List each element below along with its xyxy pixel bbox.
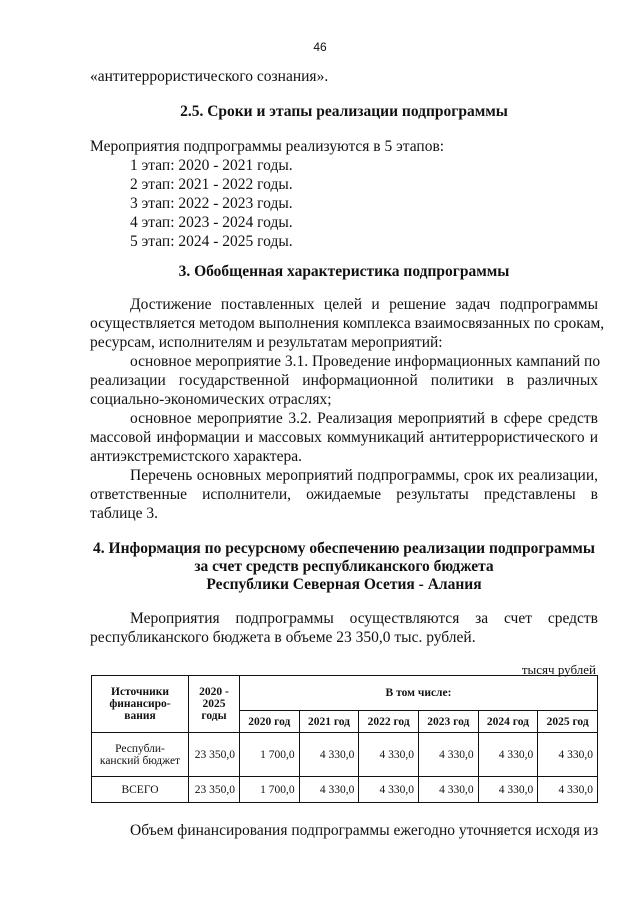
paragraph-line: таблице 3. <box>90 505 159 522</box>
row-value: 4 330,0 <box>299 733 359 777</box>
paragraph-line: реализации государственной информационной политики в различных <box>90 372 598 389</box>
paragraph-line: Перечень основных мероприятий подпрограммы, срок их реализации, <box>130 467 598 484</box>
stage-item: 5 этап: 2024 - 2025 годы. <box>130 233 293 250</box>
header-year: 2020 год <box>240 711 300 733</box>
row-value: 4 330,0 <box>418 733 478 777</box>
row-value: 4 330,0 <box>478 733 538 777</box>
row-value: 4 330,0 <box>538 733 598 777</box>
table-row <box>92 777 598 803</box>
stage-item: 2 этап: 2021 - 2022 годы. <box>130 176 293 193</box>
section-4-title-line: Республики Северная Осетия - Алания <box>206 576 482 593</box>
paragraph-line: ресурсам, исполнителям и результатам мероприятий: <box>90 334 443 351</box>
paragraph-line: основное мероприятие 3.2. Реализация мероприятий в сфере средств <box>130 410 598 427</box>
header-year: 2021 год <box>299 711 359 733</box>
paragraph-line: осуществляется методом выполнения комплекса взаимосвязанных по срокам, <box>90 315 605 332</box>
section-4-title-line: 4. Информация по ресурсному обеспечению реализации подпрограммы <box>93 540 595 557</box>
header-year: 2025 год <box>538 711 598 733</box>
paragraph-line: антиэкстремистского характера. <box>90 448 302 465</box>
header-including: В том числе: <box>240 676 598 711</box>
header-year: 2023 год <box>418 711 478 733</box>
header-year: 2022 год <box>359 711 419 733</box>
units-label: тысяч рублей <box>521 662 596 677</box>
section-4-title-line: за счет средств республиканского бюджета <box>194 558 494 575</box>
header-total: 2020 - 2025 годы <box>189 676 240 733</box>
paragraph-line: Мероприятия подпрограммы осуществляются за счет средств <box>130 610 598 627</box>
row-source: Республи- канский бюджет <box>92 733 189 777</box>
stage-item: 1 этап: 2020 - 2021 годы. <box>130 157 293 174</box>
stage-item: 4 этап: 2023 - 2024 годы. <box>130 214 293 231</box>
section-2-5-title: 2.5. Сроки и этапы реализации подпрограммы <box>180 103 508 120</box>
paragraph-line: массовой информации и массовых коммуникаций антитеррористического и <box>90 429 598 446</box>
financing-table <box>91 675 598 803</box>
header-year: 2024 год <box>478 711 538 733</box>
paragraph-line: Достижение поставленных целей и решение задач подпрограммы <box>130 296 598 313</box>
section-3-title: 3. Обобщенная характеристика подпрограммы <box>178 263 510 280</box>
row-total: 23 350,0 <box>189 733 240 777</box>
row-value: 4 330,0 <box>299 777 359 803</box>
intro-line: «антитеррористического сознания». <box>90 68 329 85</box>
row-value: 4 330,0 <box>359 733 419 777</box>
header-source: Источники финансиро- вания <box>92 676 189 733</box>
page-number: 46 <box>313 40 327 54</box>
row-source: ВСЕГО <box>92 777 189 803</box>
paragraph-line: социально-экономических отраслях; <box>90 391 332 408</box>
row-value: 4 330,0 <box>538 777 598 803</box>
table-row <box>92 733 598 777</box>
row-value: 1 700,0 <box>240 777 300 803</box>
row-value: 1 700,0 <box>240 733 300 777</box>
paragraph-line: республиканского бюджета в объеме 23 350,0 тыс. рублей. <box>90 629 476 646</box>
stage-item: 3 этап: 2022 - 2023 годы. <box>130 195 293 212</box>
paragraph-line: основное мероприятие 3.1. Проведение информационных кампаний по <box>130 353 601 370</box>
stages-lead: Мероприятия подпрограммы реализуются в 5 этапов: <box>90 138 445 155</box>
row-value: 4 330,0 <box>359 777 419 803</box>
paragraph-line: ответственные исполнители, ожидаемые результаты представлены в <box>90 486 598 503</box>
closing-line: Объем финансирования подпрограммы ежегодно уточняется исходя из <box>130 822 599 839</box>
row-value: 4 330,0 <box>478 777 538 803</box>
row-total: 23 350,0 <box>189 777 240 803</box>
row-value: 4 330,0 <box>418 777 478 803</box>
